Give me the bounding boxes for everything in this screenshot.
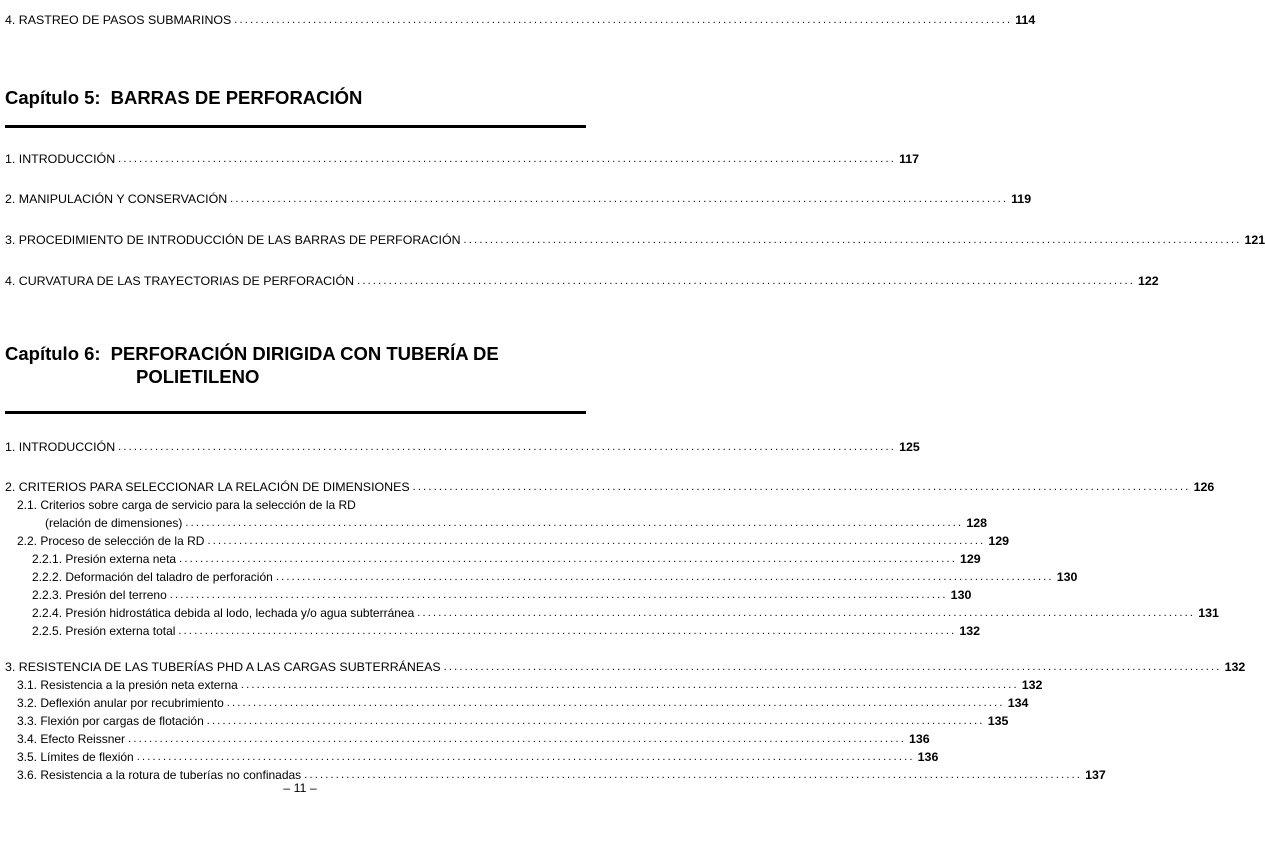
dot-leader: .................................................................................................................................................... — [275, 571, 1054, 583]
entry-label: 1. INTRODUCCIÓN — [5, 440, 116, 454]
entry-label: 3.2. Deflexión anular por recubrimiento — [17, 696, 224, 710]
toc-entry — [5, 658, 1246, 674]
toc-entry — [17, 730, 930, 746]
entry-page: 134 — [1007, 696, 1029, 710]
toc-entry — [5, 150, 920, 166]
toc-entry — [17, 676, 1043, 692]
entry-page: 128 — [966, 516, 988, 530]
chapter-rule — [5, 411, 586, 414]
entry-label: 4. CURVATURA DE LAS TRAYECTORIAS DE PERFORACIÓN — [5, 274, 355, 288]
entry-page: 126 — [1193, 480, 1215, 494]
entry-label: (relación de dimensiones) — [45, 516, 183, 530]
toc-entry — [17, 532, 1010, 548]
entry-label: 3.4. Efecto Reissner — [17, 732, 126, 746]
dot-leader: .................................................................................................................................................... — [234, 14, 1013, 26]
dot-leader: .................................................................................................................................................... — [463, 234, 1242, 246]
toc-entry — [17, 748, 939, 764]
entry-page: 137 — [1085, 768, 1106, 782]
toc-entry — [32, 586, 972, 602]
dot-leader: .................................................................................................................................................... — [357, 275, 1135, 287]
dot-leader: .................................................................................................................................................... — [185, 517, 964, 529]
toc-entry — [45, 514, 988, 530]
dot-leader: .................................................................................................................................................... — [230, 193, 1009, 205]
entry-label: 2.2.5. Presión externa total — [32, 624, 176, 638]
chapter-rule — [5, 125, 586, 128]
entry-label: 2.2. Proceso de selección de la RD — [17, 534, 205, 548]
page-number: – 11 – — [283, 781, 317, 795]
toc-entry — [5, 11, 1036, 27]
dot-leader: .................................................................................................................................................... — [226, 697, 1005, 709]
entry-page: 119 — [1011, 192, 1032, 206]
toc-entry — [32, 568, 1078, 584]
entry-page: 130 — [1056, 570, 1078, 584]
entry-page: 132 — [1021, 678, 1043, 692]
entry-page: 122 — [1138, 274, 1159, 288]
dot-leader: .................................................................................................................................................... — [240, 679, 1019, 691]
toc-entry — [5, 272, 1159, 288]
chapter-name: BARRAS DE PERFORACIÓN — [110, 87, 363, 108]
entry-label: 3.1. Resistencia a la presión neta externa — [17, 678, 238, 692]
chapter-label: Capítulo 5: — [5, 87, 101, 108]
entry-label: 3. PROCEDIMIENTO DE INTRODUCCIÓN DE LAS BARRAS DE PERFORACIÓN — [5, 233, 461, 247]
toc-entry — [5, 231, 1265, 247]
entry-page: 117 — [899, 152, 920, 166]
dot-leader: .................................................................................................................................................... — [136, 751, 915, 763]
dot-leader: .................................................................................................................................................... — [169, 589, 948, 601]
toc-entry — [32, 550, 981, 566]
chapter-5-title — [5, 87, 362, 109]
dot-leader: .................................................................................................................................................... — [128, 733, 906, 745]
entry-page: 129 — [960, 552, 981, 566]
entry-label: 2. MANIPULACIÓN Y CONSERVACIÓN — [5, 192, 228, 206]
entry-label: 1. INTRODUCCIÓN — [5, 152, 116, 166]
toc-entry — [17, 694, 1029, 710]
entry-label: 2.2.4. Presión hidrostática debida al lodo, lechada y/o agua subterránea — [32, 606, 415, 620]
chapter-name-line2: POLIETILENO — [136, 366, 260, 387]
entry-label: 2.1. Criterios sobre carga de servicio para la selección de la RD — [17, 498, 356, 512]
dot-leader: .................................................................................................................................................... — [417, 607, 1196, 619]
entry-page: 136 — [908, 732, 930, 746]
dot-leader: .................................................................................................................................................... — [304, 769, 1083, 781]
dot-leader: .................................................................................................................................................... — [178, 625, 957, 637]
dot-leader: .................................................................................................................................................... — [118, 441, 897, 453]
toc-entry — [32, 604, 1219, 620]
toc-entry — [32, 622, 981, 638]
entry-page: 132 — [959, 624, 981, 638]
entry-page: 132 — [1224, 660, 1246, 674]
dot-leader: .................................................................................................................................................... — [118, 153, 897, 165]
entry-label: 4. RASTREO DE PASOS SUBMARINOS — [5, 13, 232, 27]
entry-page: 131 — [1198, 606, 1219, 620]
chapter-6-title — [5, 343, 499, 387]
toc-entry — [5, 438, 920, 454]
dot-leader: .................................................................................................................................................... — [206, 715, 985, 727]
chapter-label: Capítulo 6: — [5, 343, 101, 364]
chapter-name: PERFORACIÓN DIRIGIDA CON TUBERÍA DE — [110, 343, 499, 364]
entry-page: 129 — [988, 534, 1010, 548]
entry-label: 3.6. Resistencia a la rotura de tuberías no confinadas — [17, 768, 302, 782]
toc-entry — [17, 712, 1009, 728]
entry-label: 2.2.2. Deformación del taladro de perforación — [32, 570, 273, 584]
entry-page: 135 — [987, 714, 1009, 728]
toc-entry — [5, 478, 1215, 494]
entry-label: 2.2.1. Presión externa neta — [32, 552, 177, 566]
dot-leader: .................................................................................................................................................... — [207, 535, 986, 547]
entry-label: 3.3. Flexión por cargas de flotación — [17, 714, 204, 728]
dot-leader: .................................................................................................................................................... — [412, 481, 1191, 493]
entry-page: 121 — [1244, 233, 1265, 247]
entry-label: 2.2.3. Presión del terreno — [32, 588, 167, 602]
dot-leader: .................................................................................................................................................... — [179, 553, 958, 565]
entry-label: 2. CRITERIOS PARA SELECCIONAR LA RELACIÓN DE DIMENSIONES — [5, 480, 410, 494]
toc-entry — [17, 496, 585, 512]
entry-page: 114 — [1015, 13, 1036, 27]
entry-label: 3.5. Límites de flexión — [17, 750, 134, 764]
entry-page: 136 — [917, 750, 939, 764]
toc-entry — [17, 766, 1106, 782]
entry-page: 125 — [899, 440, 920, 454]
toc-entry — [5, 190, 1032, 206]
entry-page: 130 — [950, 588, 972, 602]
entry-label: 3. RESISTENCIA DE LAS TUBERÍAS PHD A LAS CARGAS SUBTERRÁNEAS — [5, 660, 441, 674]
dot-leader: .................................................................................................................................................... — [443, 661, 1222, 673]
